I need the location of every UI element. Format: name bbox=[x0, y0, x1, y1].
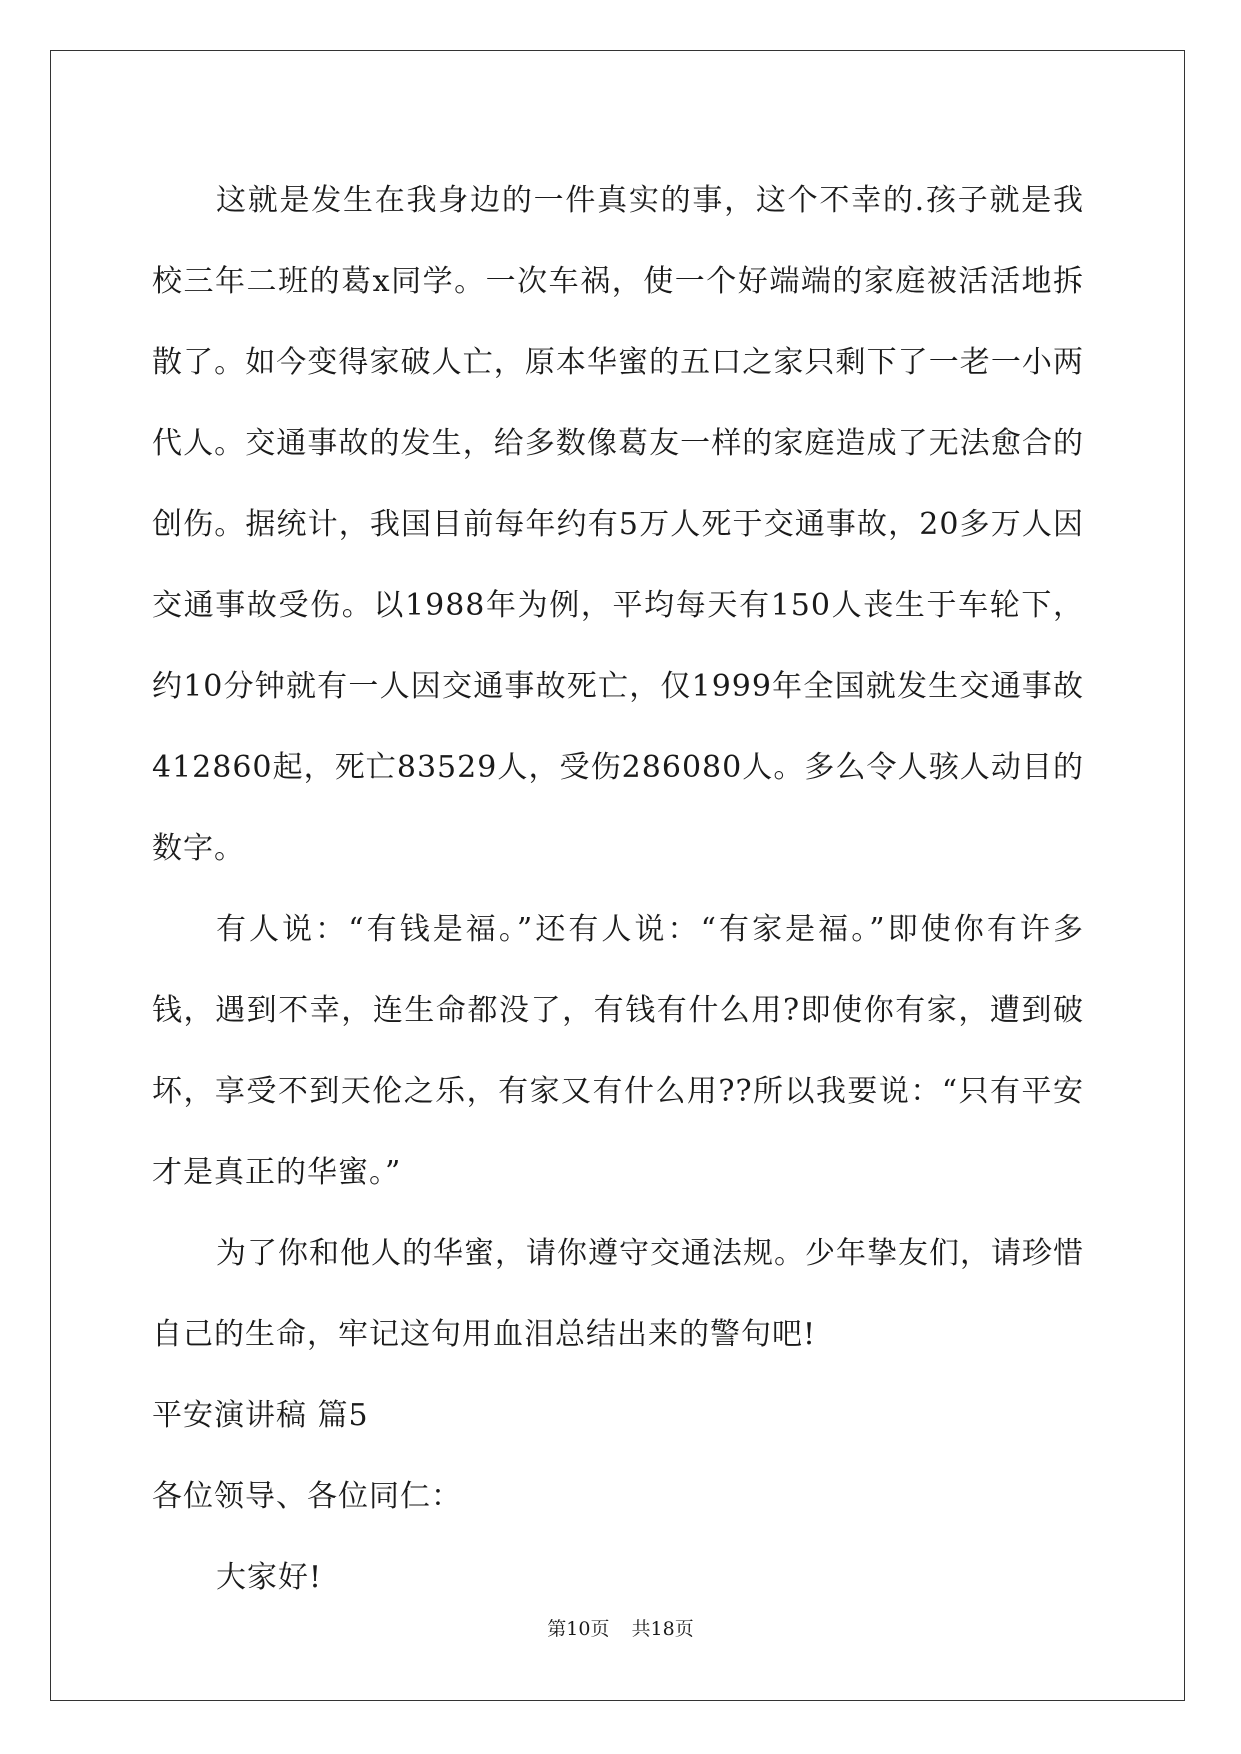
paragraph-2: 有人说：“有钱是福。”还有人说：“有家是福。”即使你有许多钱，遇到不幸，连生命都没了，有钱有什么用?即使你有家，遭到破坏，享受不到天伦之乐，有家又有什么用??所以我要说：“只有平安才是真正的华蜜。” bbox=[152, 912, 1084, 1190]
page-footer bbox=[0, 1614, 1241, 1641]
salutation: 各位领导、各位同仁： bbox=[152, 1479, 462, 1514]
paragraph-1: 这就是发生在我身边的一件真实的事，这个不幸的.孩子就是我校三年二班的葛x同学。一次车祸，使一个好端端的家庭被活活地拆散了。如今变得家破人亡，原本华蜜的五口之家只剩下了一老一小两代人。交通事故的发生，给多数像葛友一样的家庭造成了无法愈合的创伤。据统计，我国目前每年约有5万人死于交通事故，20多万人因交通事故受伤。以1988年为例，平均每天有150人丧生于车轮下，约10分钟就有一人因交通事故死亡，仅1999年全国就发生交通事故412860起，死亡83529人，受伤286080人。多么令人骇人动目的数字。 bbox=[152, 183, 1084, 866]
page-number: 第10页 bbox=[547, 1618, 610, 1640]
greeting: 大家好! bbox=[216, 1560, 323, 1595]
document-body bbox=[152, 160, 1084, 1618]
page-total: 共18页 bbox=[631, 1618, 694, 1640]
section-title: 平安演讲稿 篇5 bbox=[152, 1398, 369, 1433]
paragraph-3: 为了你和他人的华蜜，请你遵守交通法规。少年挚友们，请珍惜自己的生命，牢记这句用血泪总结出来的警句吧! bbox=[152, 1236, 1084, 1352]
